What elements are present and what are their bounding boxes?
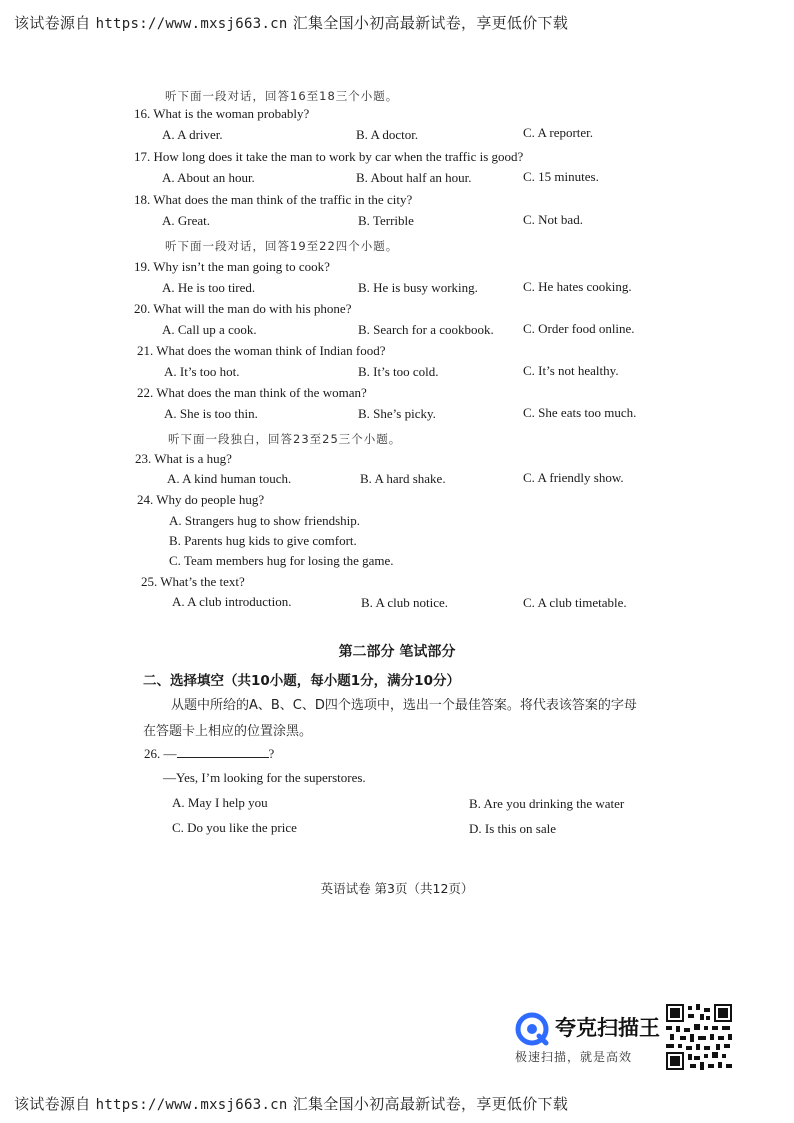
q22-option-c: C. She eats too much. bbox=[523, 405, 637, 420]
quark-logo-icon bbox=[515, 1012, 549, 1046]
banner-prefix: 该试卷源自 bbox=[14, 1095, 91, 1113]
instruction-19-22: 听下面一段对话，回答19至22四个小题。 bbox=[165, 239, 399, 253]
part-heading: 二、选择填空（共10小题，每小题1分，满分10分） bbox=[143, 673, 460, 689]
question-20: 20. What will the man do with his phone? bbox=[134, 301, 352, 316]
q26-blank bbox=[177, 745, 269, 758]
q18-option-c: C. Not bad. bbox=[523, 212, 583, 227]
q26-option-d: D. Is this on sale bbox=[469, 821, 557, 836]
q19-option-c: C. He hates cooking. bbox=[523, 279, 632, 294]
q21-option-a: A. It’s too hot. bbox=[164, 364, 240, 379]
q20-option-a: A. Call up a cook. bbox=[162, 322, 257, 337]
q20-option-b: B. Search for a cookbook. bbox=[358, 322, 494, 337]
q22-option-a: A. She is too thin. bbox=[164, 406, 258, 421]
q24-option-b: B. Parents hug kids to give comfort. bbox=[169, 533, 357, 548]
page-footer: 英语试卷 第3页（共12页） bbox=[320, 881, 474, 896]
q24-option-c: C. Team members hug for losing the game. bbox=[169, 553, 394, 568]
q20-option-c: C. Order food online. bbox=[523, 321, 635, 336]
q17-option-c: C. 15 minutes. bbox=[523, 169, 599, 184]
q16-option-c: C. A reporter. bbox=[523, 125, 594, 140]
q18-option-b: B. Terrible bbox=[358, 213, 414, 228]
q26-option-a: A. May I help you bbox=[172, 795, 268, 810]
banner-suffix: 汇集全国小初高最新试卷，享更低价下载 bbox=[292, 14, 569, 32]
q21-option-b: B. It’s too cold. bbox=[358, 364, 439, 379]
instruction-line-1: 从题中所给的A、B、C、D四个选项中，选出一个最佳答案。将代表该答案的字母 bbox=[171, 698, 637, 713]
source-banner-top bbox=[14, 12, 568, 33]
question-17: 17. How long does it take the man to work by car when the traffic is good? bbox=[134, 149, 524, 164]
instruction-16-18: 听下面一段对话，回答16至18三个小题。 bbox=[165, 89, 399, 103]
brand-name: 夸克扫描王 bbox=[555, 1016, 660, 1040]
q25-option-b: B. A club notice. bbox=[361, 595, 449, 610]
q22-option-b: B. She’s picky. bbox=[358, 406, 436, 421]
q17-option-b: B. About half an hour. bbox=[356, 170, 472, 185]
question-24: 24. Why do people hug? bbox=[137, 492, 265, 507]
q26-reply: —Yes, I’m looking for the superstores. bbox=[163, 770, 366, 785]
q19-option-a: A. He is too tired. bbox=[162, 280, 256, 295]
q25-option-a: A. A club introduction. bbox=[172, 594, 292, 609]
q26-option-b: B. Are you drinking the water bbox=[469, 796, 625, 811]
q21-option-c: C. It’s not healthy. bbox=[523, 363, 619, 378]
section-title: 第二部分 笔试部分 bbox=[338, 644, 456, 660]
q16-option-b: B. A doctor. bbox=[356, 127, 419, 142]
banner-url[interactable]: https://www.mxsj663.cn bbox=[95, 1097, 288, 1113]
q26-option-c: C. Do you like the price bbox=[172, 820, 297, 835]
q23-option-c: C. A friendly show. bbox=[523, 470, 624, 485]
instruction-23-25: 听下面一段独白，回答23至25三个小题。 bbox=[168, 432, 402, 446]
question-16: 16. What is the woman probably? bbox=[134, 106, 310, 121]
question-25: 25. What’s the text? bbox=[141, 574, 245, 589]
banner-url[interactable]: https://www.mxsj663.cn bbox=[95, 16, 288, 32]
q23-option-b: B. A hard shake. bbox=[360, 471, 446, 486]
q23-option-a: A. A kind human touch. bbox=[167, 471, 292, 486]
instruction-line-2: 在答题卡上相应的位置涂黑。 bbox=[143, 724, 313, 739]
qr-code-icon[interactable] bbox=[666, 1004, 732, 1070]
q18-option-a: A. Great. bbox=[162, 213, 211, 228]
q26-number: 26. — bbox=[144, 746, 177, 761]
question-21: 21. What does the woman think of Indian food? bbox=[137, 343, 386, 358]
q17-option-a: A. About an hour. bbox=[162, 170, 255, 185]
question-19: 19. Why isn’t the man going to cook? bbox=[134, 259, 330, 274]
source-banner-bottom bbox=[14, 1093, 568, 1114]
question-23: 23. What is a hug? bbox=[135, 451, 232, 466]
question-26 bbox=[144, 745, 274, 762]
q16-option-a: A. A driver. bbox=[162, 127, 223, 142]
q25-option-c: C. A club timetable. bbox=[523, 595, 627, 610]
question-18: 18. What does the man think of the traffic in the city? bbox=[134, 192, 413, 207]
banner-suffix: 汇集全国小初高最新试卷，享更低价下载 bbox=[292, 1095, 569, 1113]
q24-option-a: A. Strangers hug to show friendship. bbox=[169, 513, 361, 528]
banner-prefix: 该试卷源自 bbox=[14, 14, 91, 32]
scanner-brand bbox=[515, 1008, 665, 1068]
brand-slogan: 极速扫描，就是高效 bbox=[515, 1050, 633, 1064]
q19-option-b: B. He is busy working. bbox=[358, 280, 478, 295]
question-22: 22. What does the man think of the woman? bbox=[137, 385, 367, 400]
q26-end: ? bbox=[268, 746, 275, 761]
